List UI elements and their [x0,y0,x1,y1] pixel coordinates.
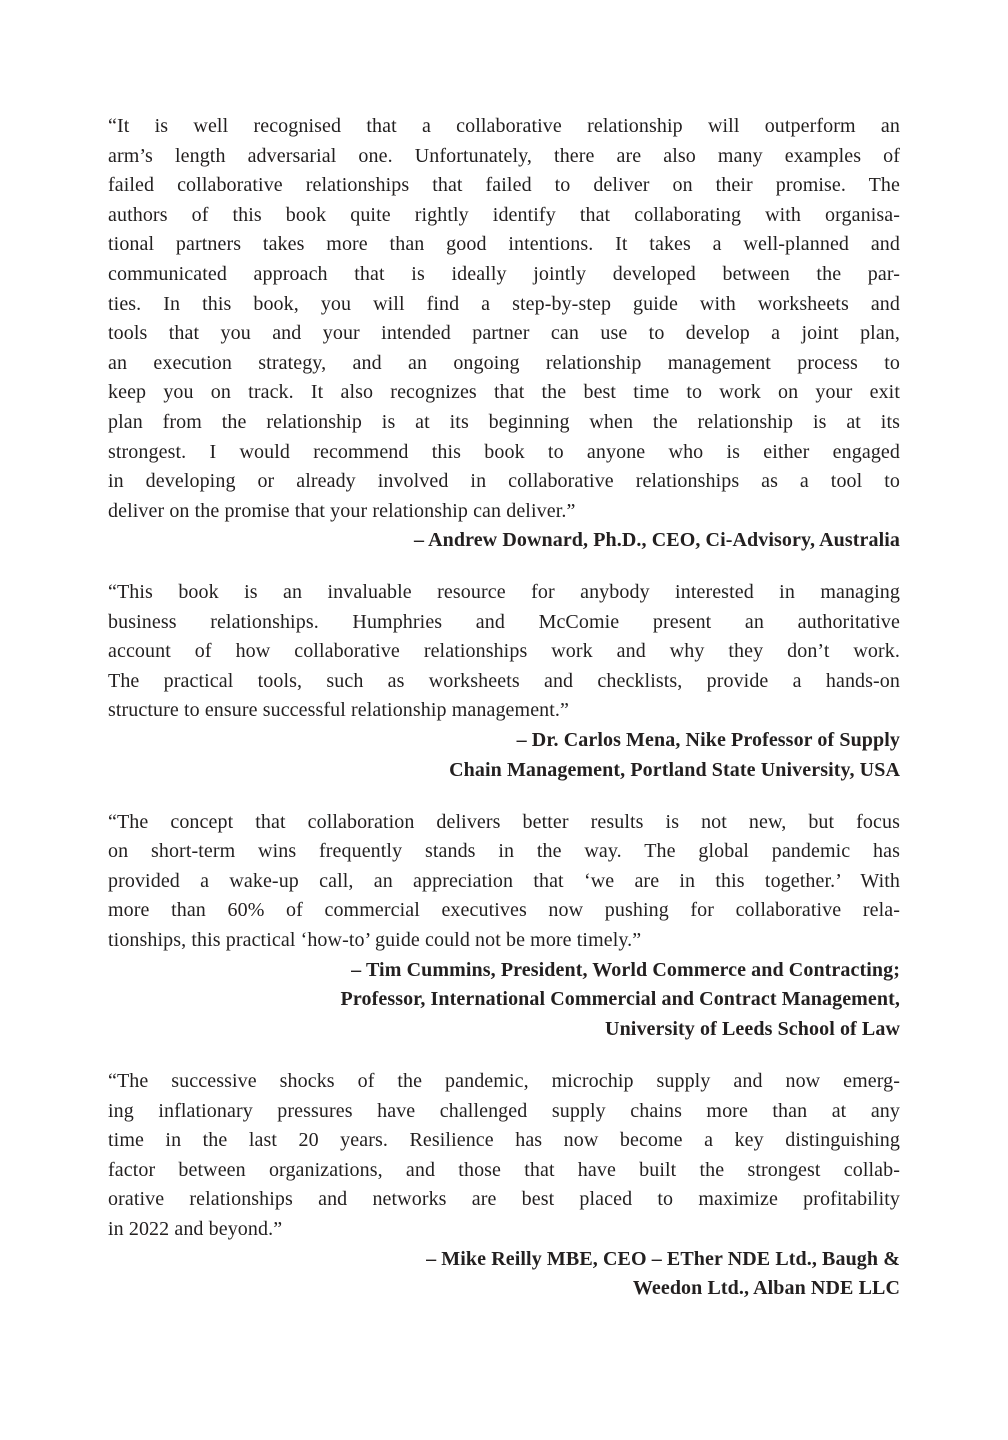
endorsement-quote [108,578,900,786]
quote-line: account of how collaborative relationships work and why they don’t work. [108,640,900,663]
quote-line: communicated approach that is ideally jointly developed between the par- [108,262,900,285]
quote-line: “This book is an invaluable resource for anybody interested in managing [108,581,900,604]
attribution-line: – Andrew Downard, Ph.D., CEO, Ci-Advisory, Australia [414,529,900,552]
quote-line: structure to ensure successful relationship management.” [108,699,569,722]
quote-line: failed collaborative relationships that failed to deliver on their promise. The [108,174,900,197]
quote-line: in 2022 and beyond.” [108,1218,283,1240]
quote-line: arm’s length adversarial one. Unfortunately, there are also many examples of [108,144,900,167]
endorsement-quote [108,112,900,556]
attribution-line: – Mike Reilly MBE, CEO – ETher NDE Ltd., Baugh & [426,1247,900,1270]
quote-line: in developing or already involved in collaborative relationships as a tool to [108,470,900,493]
quote-line: time in the last 20 years. Resilience has now become a key distinguishing [108,1129,900,1152]
attribution-line: – Tim Cummins, President, World Commerce and Contracting; [351,958,900,981]
quote-line: The practical tools, such as worksheets and checklists, provide a hands-on [108,669,900,692]
quote-line: orative relationships and networks are best placed to maximize profitability [108,1188,900,1211]
quote-line: strongest. I would recommend this book to anyone who is either engaged [108,440,900,463]
quote-line: tionships, this practical ‘how-to’ guide could not be more timely.” [108,929,642,952]
attribution-line: Weedon Ltd., Alban NDE LLC [632,1277,900,1300]
quote-line: deliver on the promise that your relationship can deliver.” [108,499,576,522]
quote-line: an execution strategy, and an ongoing relationship management process to [108,351,900,374]
quote-line: on short-term wins frequently stands in the way. The global pandemic has [108,840,900,863]
quote-line: more than 60% of commercial executives now pushing for collaborative rela- [108,899,900,922]
quote-line: ties. In this book, you will find a step-by-step guide with worksheets and [108,292,900,315]
quote-line: authors of this book quite rightly identify that collaborating with organisa- [108,203,900,226]
quote-line: provided a wake-up call, an appreciation that ‘we are in this together.’ With [108,869,900,892]
quote-line: tools that you and your intended partner can use to develop a joint plan, [108,322,900,345]
quote-line: “The successive shocks of the pandemic, microchip supply and now emerg- [108,1070,900,1093]
quote-line: business relationships. Humphries and McComie present an authoritative [108,610,900,633]
attribution-line: University of Leeds School of Law [605,1018,900,1041]
quote-line: plan from the relationship is at its beginning when the relationship is at its [108,410,900,433]
quote-line: tional partners takes more than good intentions. It takes a well-planned and [108,233,900,256]
quote-line: ing inflationary pressures have challenged supply chains more than at any [108,1099,900,1122]
attribution-line: Chain Management, Portland State University, USA [449,758,900,781]
quote-line: “It is well recognised that a collaborative relationship will outperform an [108,115,900,137]
attribution-line: – Dr. Carlos Mena, Nike Professor of Supply [516,729,900,752]
quote-line: “The concept that collaboration delivers better results is not new, but focus [108,810,900,833]
quote-line: factor between organizations, and those that have built the strongest collab- [108,1158,900,1181]
attribution-line: Professor, International Commercial and Contract Management, [340,988,900,1011]
endorsement-quote [108,1067,900,1304]
endorsement-quote [108,808,900,1045]
quote-line: keep you on track. It also recognizes that the best time to work on your exit [108,381,900,404]
